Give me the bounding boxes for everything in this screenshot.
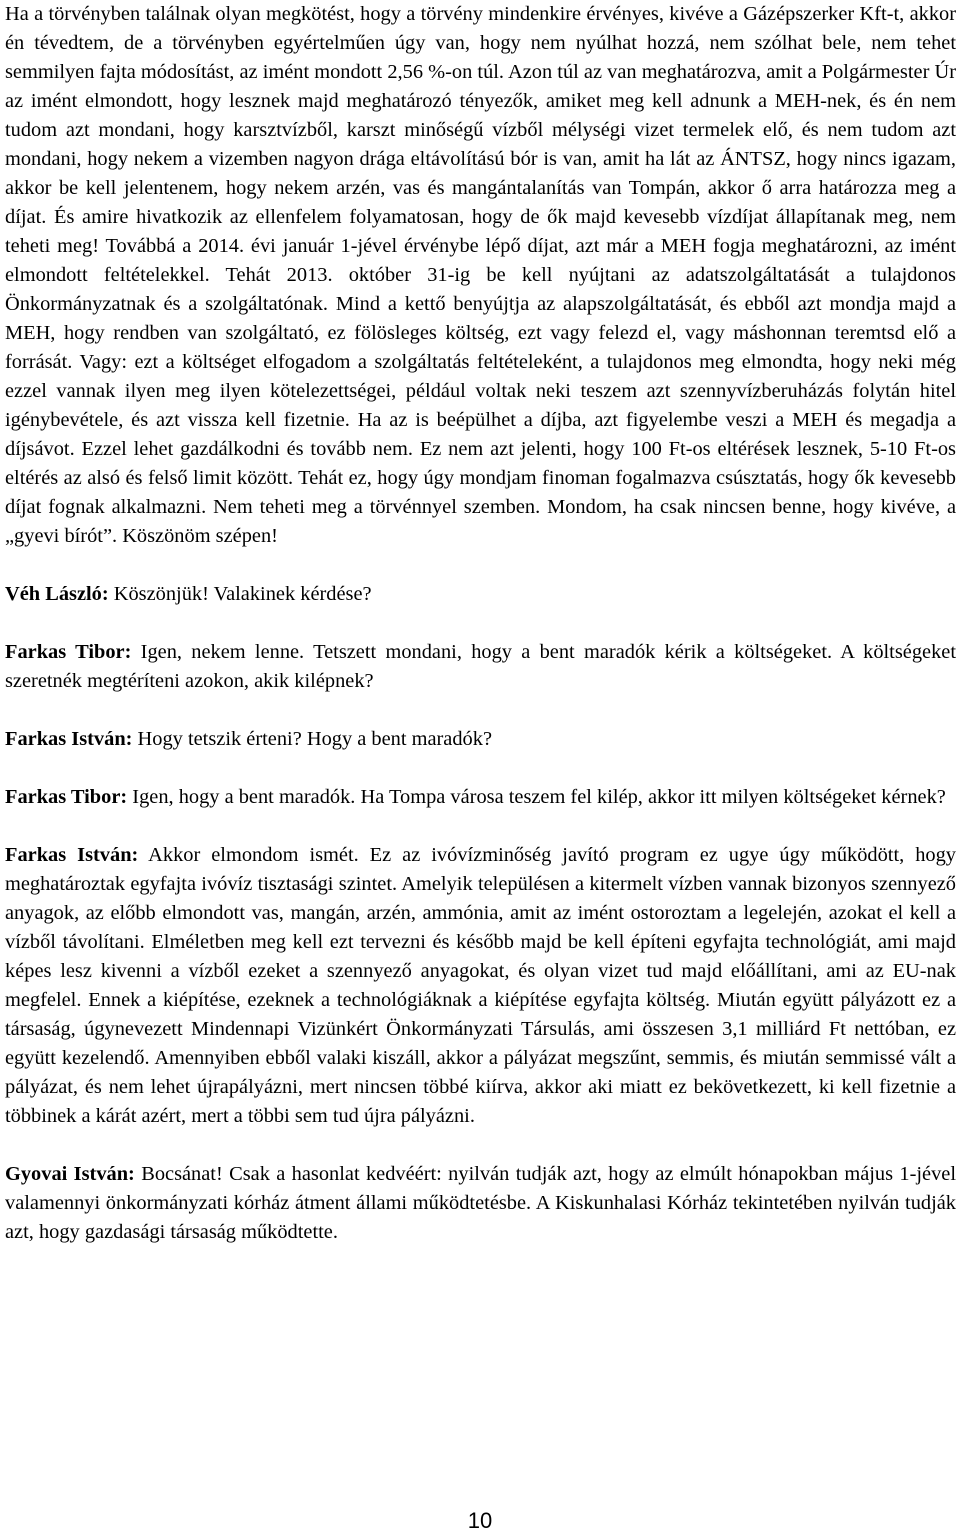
paragraph-1: [5, 0, 956, 551]
speaker-name: Farkas István:: [5, 728, 133, 750]
page-number: 10: [467, 1508, 493, 1533]
paragraph-text: Köszönjük! Valakinek kérdése?: [108, 583, 372, 605]
speaker-name: Farkas István:: [5, 844, 139, 866]
speaker-name: Gyovai István:: [5, 1163, 135, 1185]
speaker-name: Véh László:: [5, 583, 109, 605]
paragraph-text: Ha a törvényben találnak olyan megkötést, hogy a törvény mindenkire érvényes, kivéve a Gázépszerker Kft-t, akkor én tévedtem, de a törvényben egyértelműen úgy van, hogy nem nyúlhat hozzá, nem szólhat bele, nem tehet semmilyen fajta módosítást, az imént mondott 2,56 %-on túl. Azon túl az van meghatározva, amit a Polgármester Úr az imént elmondott, hogy lesznek majd meghatározó tényezők, amiket meg kell adnunk a MEH-nek, és én nem tudom azt mondani, hogy karsztvízből, karszt minőségű vízből mélységi vizet termelek elő, és nem tudom azt mondani, hogy nekem a vizemben nagyon drága eltávolítású bór is van, amit ha lát az ÁNTSZ, hogy nincs igazam, akkor be kell jelentenem, hogy nekem arzén, vas és mangántalanítás van Tompán, akkor ő arra határozza meg a díjat. És amire hivatkozik az ellenfelem folyamatosan, hogy de ők majd kevesebb vízdíjat állapítanak meg, nem teheti meg! Továbbá a 2014. évi január 1-jével érvénybe lépő díjat, azt már a MEH fogja meghatározni, az imént elmondott feltételekkel. Tehát 2013. október 31-ig be kell nyújtani az adatszolgáltatását a tulajdonos Önkormányzatnak és a szolgáltatónak. Mind a kettő benyújtja az alapszolgáltatását, és ebből azt mondja majd a MEH, hogy rendben van szolgáltató, ez fölösleges költség, ezt vagy felezd el, vagy máshonnan teremtsd elő a forrását. Vagy: ezt a költséget elfogadom a szolgáltatás feltételeként, a tulajdonos meg elmondta, hogy neki még ezzel vannak ilyen meg ilyen kötelezettségei, például voltak neki teszem azt szennyvízberuházás folytán hitel igénybevétele, és azt vissza kell fizetnie. Ha az is beépülhet a díjba, azt figyelembe veszi a MEH és megadja a díjsávot. Ezzel lehet gazdálkodni és tovább nem. Ez nem azt jelenti, hogy 100 Ft-os eltérések lesznek, 5-10 Ft-os eltérés az alsó és felső limit között. Tehát ez, hogy úgy mondjam finoman fogalmazva csúsztatás, hogy ők kevesebb díjat fognak alkalmazni. Nem teheti meg a törvénnyel szemben. Mondom, ha csak nincsen benne, hogy kivéve, a „gyevi bírót”. Köszönöm szépen!: [5, 3, 956, 547]
speaker-name: Farkas Tibor:: [5, 786, 128, 808]
paragraph-text: Igen, nekem lenne. Tetszett mondani, hogy a bent maradók kérik a költségeket. A költségeket szeretnék megtéríteni azokon, akik kilépnek?: [5, 641, 956, 692]
paragraph-2: [5, 580, 956, 609]
paragraph-text: Igen, hogy a bent maradók. Ha Tompa városa teszem fel kilép, akkor itt milyen költségeket kérnek?: [127, 786, 946, 808]
document-page: [5, 0, 956, 1247]
paragraph-text: Hogy tetszik érteni? Hogy a bent maradók?: [132, 728, 492, 750]
paragraph-6: [5, 841, 956, 1131]
paragraph-7: [5, 1160, 956, 1247]
paragraph-text: Bocsánat! Csak a hasonlat kedvéért: nyilván tudják azt, hogy az elmúlt hónapokban május 1-jével valamennyi önkormányzati kórház átment állami működtetésbe. A Kiskunhalasi Kórház tekintetében nyilván tudják azt, hogy gazdasági társaság működtette.: [5, 1163, 957, 1243]
paragraph-4: [5, 725, 956, 754]
paragraph-3: [5, 638, 956, 696]
paragraph-5: [5, 783, 956, 812]
paragraph-text: Akkor elmondom ismét. Ez az ivóvízminőség javító program ez ugye úgy működött, hogy meghatároztak egyfajta ivóvíz tisztasági szintet. Amelyik településen a kitermelt vízben vannak bizonyos szennyező anyagok, az előbb elmondott vas, mangán, arzén, ammónia, amit az imént ostoroztam a legelején, azokat el kell a vízből távolítani. Elméletben meg kell ezt tervezni és később majd be kell építeni egyfajta technológiát, ami majd képes lesz kivenni a vízből ezeket a szennyező anyagokat, és olyan vizet tud majd előállítani, ami az EU-nak megfelel. Ennek a kiépítése, ezeknek a technológiáknak a kiépítése egyfajta költség. Miután együtt pályázott ez a társaság, úgynevezett Mindennapi Vizünkért Önkormányzati Társulás, ami összesen 3,1 milliárd Ft nettóban, ez együtt kezelendő. Amennyiben ebből valaki kiszáll, akkor a pályázat megszűnt, semmis, és miután semmissé vált a pályázat, és nem lehet újrapályázni, mert nincsen többé kiírva, akkor aki miatt ez bekövetkezett, ki kell fizetnie a többinek a kárát azért, mert a többi sem tud újra pályázni.: [5, 844, 956, 1127]
speaker-name: Farkas Tibor:: [5, 641, 132, 663]
